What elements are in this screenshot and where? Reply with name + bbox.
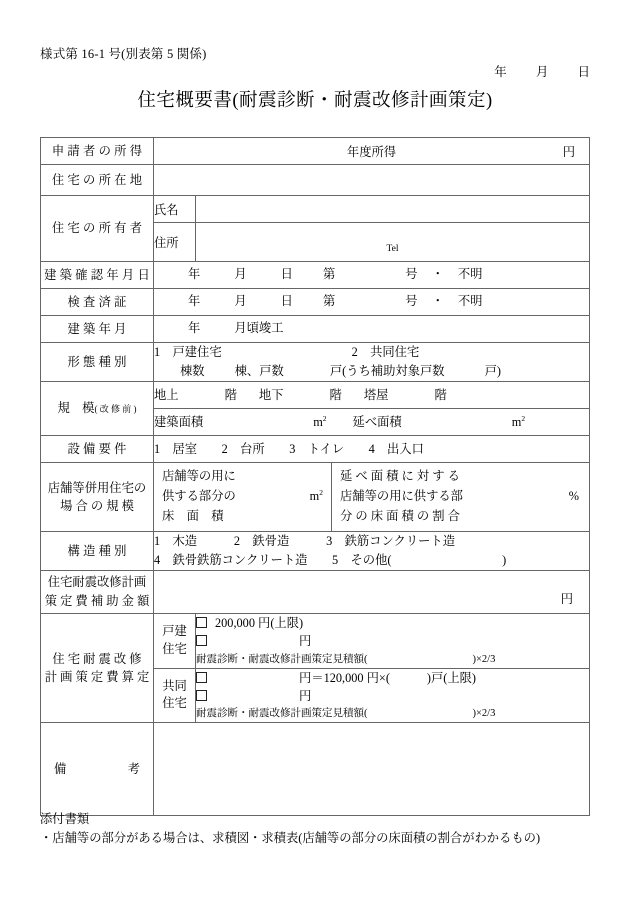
store-floor-area-block[interactable] (154, 463, 332, 531)
total-area-unit: m (511, 414, 522, 429)
scale-label-note: ( 改 修 前 ) (94, 404, 137, 415)
row-label-house-location: 住 宅 の 所 在 地 (41, 165, 154, 196)
scale-areas-value-cell[interactable] (154, 409, 590, 436)
applicant-income-unit: 円 (562, 145, 575, 159)
scale-areas-line (154, 413, 589, 432)
store-floor-area-line3: 床 面 積 (162, 508, 224, 523)
store-floor-area-line1: 店舗等の用に (162, 469, 236, 484)
apartment-option1-checkbox[interactable] (196, 672, 207, 683)
table-row-equipment (41, 436, 590, 463)
build-confirm-number-prefix: 第 (322, 267, 336, 282)
owner-name-label: 氏名 (154, 196, 196, 223)
detached-option1-label: 200,000 円(上限) (215, 615, 304, 630)
penthouse-label: 塔屋 (363, 387, 389, 402)
page-title: 住宅概要書(耐震診断・耐震改修計画策定) (137, 91, 493, 111)
subsidy-amount-unit: 円 (560, 592, 573, 607)
build-year-month-line (154, 319, 589, 338)
calculation-apartment-options-cell[interactable] (196, 668, 590, 723)
table-row-structure-type (41, 531, 590, 570)
subsidy-units-unit: 戸) (484, 364, 501, 379)
detached-option2-label: 円 (299, 634, 312, 649)
buildings-count-unit: 棟、戸数 (234, 364, 284, 379)
store-floor-area-line2: 供する部分の $m^2$ (162, 487, 325, 507)
table-row-build-confirm-date (41, 262, 590, 289)
table-row-remarks (41, 723, 590, 816)
store-combined-value-cell[interactable] (154, 463, 590, 532)
table-row-owner-name (41, 196, 590, 223)
structure-type-line2[interactable]: 4 鉄骨鉄筋コンクリート造 5 その他( ) (154, 552, 507, 567)
inspection-day: 日 (280, 294, 293, 309)
date-year-label: 年 (494, 65, 507, 79)
table-row-store-combined (41, 463, 590, 532)
applicant-income-value-label: 年度所得 (346, 145, 397, 159)
store-ratio-line1: 延 べ 面 積 に 対 す る (340, 469, 460, 484)
build-confirm-year: 年 (188, 267, 201, 282)
row-label-applicant-income: 申 請 者 の 所 得 (41, 138, 154, 165)
inspection-number-prefix: 第 (322, 294, 336, 309)
subsidy-amount-value-cell[interactable] (154, 570, 590, 613)
detached-option1-checkbox[interactable] (196, 617, 207, 628)
house-location-value-cell[interactable] (154, 165, 590, 196)
detached-estimate-line[interactable]: 耐震診断・耐震改修計画策定見積額( )×2/3 (196, 653, 496, 665)
buildings-count-label: 棟数 (180, 364, 205, 379)
housing-summary-table (40, 137, 590, 816)
tel-label: Tel (386, 243, 399, 254)
structure-type-line1[interactable]: 1 木造 2 鉄骨造 3 鉄筋コンクリート造 (154, 533, 456, 548)
form-number: 様式第 16-1 号(別表第 5 関係) (40, 47, 207, 61)
inspection-unknown[interactable]: 不明 (457, 294, 483, 309)
detached-option2-checkbox[interactable] (196, 635, 207, 646)
form-type-options-line (154, 343, 589, 362)
table-row-subsidy-amount (41, 570, 590, 613)
calculation-label-line2: 計 画 策 定 費 算 定 (44, 670, 150, 685)
date-month-label: 月 (535, 65, 549, 79)
table-row-form-type (41, 343, 590, 382)
row-label-remarks: 備 考 (41, 723, 154, 816)
scale-label-main: 規 模 (57, 401, 95, 416)
row-label-build-confirm-date: 建 築 確 認 年 月 日 (41, 262, 154, 289)
total-area-label: 延べ面積 (352, 414, 402, 429)
row-label-equipment: 設 備 要 件 (41, 436, 154, 463)
inspection-year: 年 (188, 294, 201, 309)
calculation-detached-sub-label: 戸建 住宅 (154, 613, 196, 668)
store-ratio-block[interactable] (332, 463, 589, 531)
build-year: 年 (188, 321, 201, 336)
apartment-option1-label: 円＝120,000 円×( )戸(上限) (299, 670, 477, 685)
inspection-separator: ・ (431, 294, 444, 309)
store-combined-label-line1: 店舗等併用住宅の (47, 480, 147, 495)
detached-option2-row[interactable] (196, 632, 589, 650)
row-label-structure-type: 構 造 種 別 (41, 531, 154, 570)
inspection-month: 月 (234, 294, 247, 309)
owner-address-value-cell[interactable] (196, 223, 590, 262)
table-row-house-location (41, 165, 590, 196)
form-type-option-apartment[interactable]: 2 共同住宅 (351, 345, 420, 359)
inspection-certificate-line (154, 292, 589, 311)
calculation-detached-options-cell[interactable] (196, 613, 590, 668)
apartment-option2-row[interactable] (196, 687, 589, 705)
build-month-completed: 月頃竣工 (234, 321, 284, 336)
owner-address-label: 住所 (154, 223, 196, 262)
build-confirm-separator: ・ (431, 267, 444, 282)
subsidy-amount-label-line1: 住宅耐震改修計画 (47, 575, 147, 590)
build-year-month-value-cell[interactable] (154, 316, 590, 343)
date-entry-line (494, 62, 590, 80)
apartment-option2-checkbox[interactable] (196, 690, 207, 701)
inspection-certificate-value-cell[interactable] (154, 289, 590, 316)
calculation-label-line1: 住 宅 耐 震 改 修 (52, 651, 142, 666)
table-row-calculation-detached (41, 613, 590, 668)
building-area-unit-sup: 2 (322, 413, 327, 423)
build-confirm-date-value-cell[interactable] (154, 262, 590, 289)
form-type-counts-line (154, 362, 589, 381)
build-confirm-date-line (154, 265, 589, 284)
form-type-value-cell[interactable] (154, 343, 590, 382)
above-ground-label: 地上 (154, 387, 179, 402)
store-ratio-line3: 分 の 床 面 積 の 割 合 (340, 508, 460, 523)
apartment-option1-row[interactable] (196, 669, 589, 687)
calculation-apartment-sub-label: 共同 住宅 (154, 668, 196, 723)
table-row-inspection-certificate (41, 289, 590, 316)
structure-type-value-cell[interactable] (154, 531, 590, 570)
penthouse-unit: 階 (434, 387, 447, 402)
below-ground-unit: 階 (329, 387, 342, 402)
table-row-applicant-income (41, 138, 590, 165)
row-label-store-combined (41, 463, 154, 532)
building-area-label: 建築面積 (154, 414, 204, 429)
owner-name-value-cell[interactable] (196, 196, 590, 223)
footer-attachments (40, 810, 540, 848)
applicant-income-value-cell[interactable] (154, 138, 590, 165)
build-confirm-number-suffix: 号 (405, 267, 418, 282)
row-label-calculation (41, 613, 154, 722)
apartment-option2-label: 円 (299, 688, 312, 703)
store-combined-label-line2: 場 合 の 規 模 (60, 498, 134, 513)
building-area-unit: m (313, 414, 323, 429)
store-floor-area-unit: $m^2$ (309, 488, 323, 504)
units-count-unit: 戸(うち補助対象戸数 (329, 364, 445, 379)
subsidy-amount-label-line2: 策 定 費 補 助 金 額 (44, 593, 150, 608)
apartment-estimate-line[interactable]: 耐震診断・耐震改修計画策定見積額( )×2/3 (196, 708, 496, 720)
build-confirm-unknown[interactable]: 不明 (457, 267, 483, 282)
date-day-label: 日 (577, 65, 590, 79)
store-ratio-unit: % (568, 489, 579, 503)
build-confirm-day: 日 (280, 267, 293, 282)
table-row-build-year-month (41, 316, 590, 343)
detached-option1-row[interactable] (196, 614, 589, 632)
row-label-subsidy-amount (41, 570, 154, 613)
scale-floors-line (154, 386, 589, 405)
applicant-income-value-row (154, 138, 589, 164)
above-ground-unit: 階 (224, 387, 237, 402)
total-area-unit-sup: 2 (521, 413, 526, 423)
form-type-option-detached[interactable]: 1 戸建住宅 (154, 345, 222, 359)
row-label-build-year-month: 建 築 年 月 (41, 316, 154, 343)
equipment-value-cell[interactable]: 1 居室 2 台所 3 トイレ 4 出入口 (154, 436, 590, 463)
below-ground-label: 地下 (258, 387, 284, 402)
row-label-scale (41, 382, 154, 436)
scale-floors-value-cell[interactable] (154, 382, 590, 409)
inspection-number-suffix: 号 (405, 294, 418, 309)
row-label-house-owner: 住 宅 の 所 有 者 (41, 196, 154, 262)
row-label-form-type: 形 態 種 別 (41, 343, 154, 382)
attachments-title: 添付書類 (40, 812, 90, 826)
store-ratio-line2: 店舗等の用に供する部 % (340, 487, 581, 507)
attachment-item-1: ・店舗等の部分がある場合は、求積図・求積表(店舗等の部分の床面積の割合がわかるもの) (40, 831, 541, 846)
store-combined-split (154, 463, 589, 531)
build-confirm-month: 月 (234, 267, 247, 282)
row-label-inspection-certificate: 検 査 済 証 (41, 289, 154, 316)
remarks-value-cell[interactable] (154, 723, 590, 816)
table-row-scale-floors (41, 382, 590, 409)
